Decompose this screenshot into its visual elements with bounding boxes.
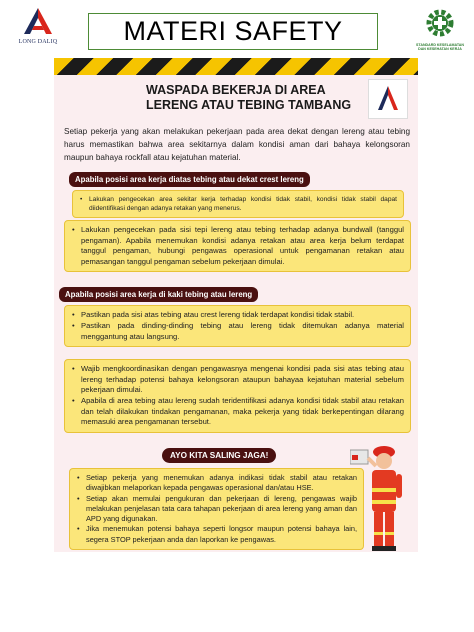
poster-logo [368, 79, 408, 119]
left-logo-caption: LONG DALIQ [18, 39, 58, 45]
section1-box [64, 220, 411, 272]
gear-cross-icon [423, 8, 457, 38]
section1-inner-box [72, 190, 404, 218]
ayo-item: • Setiap akan memulai pengukuran dan pekerjaan di lereng, pengawas wajib melakukan penjelasan tata cara tahapan pekerjaan di area lereng yang aman dan APD yang digunakan. [76, 494, 357, 525]
headline-line-1: WASPADA BEKERJA DI AREA [146, 83, 326, 97]
page-title-box [88, 13, 378, 50]
long-daliq-small-icon [369, 80, 407, 118]
section2-box [64, 305, 411, 347]
section1-title: Apabila posisi area kerja diatas tebing atau dekat crest lereng [69, 172, 310, 187]
section1-inner-item: • Lakukan pengecekan area sekitar kerja terhadap kondisi tidak stabil, kondisi tidak stabil dapat diidentifikasi dengan adanya retakan yang menerus. [79, 195, 397, 213]
headline-line-2: LERENG ATAU TEBING TAMBANG [146, 98, 352, 112]
poster-intro: Setiap pekerja yang akan melakukan pekerjaan pada area dekat dengan lereng atau tebing harus memastikan bahwa area sekitarnya dalam kondisi aman dari bahaya kelongsoran maupun bahaya rockfall atau kejatuhan material. [64, 127, 410, 162]
right-logo-caption-2: DAN KESEHATAN KERJA [418, 47, 462, 52]
ayo-box [69, 468, 364, 550]
section3-item: • Wajib mengkoordinasikan dengan pengawasnya mengenai kondisi pada sisi atas tebing atau lereng terhadap potensi bahaya kelongsoran ataupun bahayaa kejatuhan material sebelum pekerjaan dimulai. [71, 364, 404, 396]
page-title: MATERI SAFETY [123, 16, 343, 46]
long-daliq-logo [8, 6, 68, 50]
ayo-item: • Jika menemukan potensi bahaya seperti longsor maupun potensi bahaya lain, segera STOP pekerjaan anda dan laporkan ke pengawas. [76, 524, 357, 545]
section2-item: • Pastikan pada sisi atas tebing atau crest lereng tidak terdapat kondisi tidak stabil. [71, 310, 404, 321]
section3-box [64, 359, 411, 433]
safety-poster [54, 58, 418, 552]
ayo-item: • Setiap pekerja yang menemukan adanya indikasi tidak stabil atau retakan diwajibkan melaporkan kepada pengawas operasional dan/atau HSE. [76, 473, 357, 494]
section2-item: • Pastikan pada dinding-dinding tebing atau lereng tidak ditemukan adanya material menggantung atau langsung. [71, 321, 404, 342]
k3-logo [410, 8, 470, 50]
hazard-stripes [54, 58, 418, 75]
right-logo-caption-1: STANDARD KESELAMATAN [416, 43, 464, 47]
section1-item: • Lakukan pengecekan pada sisi tepi lereng atau tebing terhadap adanya bundwall (tanggul pengaman). Apabila menemukan kondisi adanya retakan atau area kerja belum terdapat tanggul pengaman, hubungi pengawas operasional untuk pengamanan retakan atau pemasangan tanggul pengaman sebelum pekerjaan dimulai. [71, 225, 404, 267]
poster-header [54, 75, 418, 121]
poster-headline [146, 83, 351, 113]
section3-item: • Apabila di area tebing atau lereng sudah teridentifikasi adanya kondisi tidak stabil atau retakan dan telah dilakukan tindakan pengamanan, maka pekerja yang tidak berkepentingan dilarang memasuki area pengamanan tersebut. [71, 396, 404, 428]
section2-title: Apabila posisi area kerja di kaki tebing atau lereng [59, 287, 258, 302]
long-daliq-logo-icon [18, 6, 58, 38]
ayo-title: AYO KITA SALING JAGA! [162, 448, 276, 463]
